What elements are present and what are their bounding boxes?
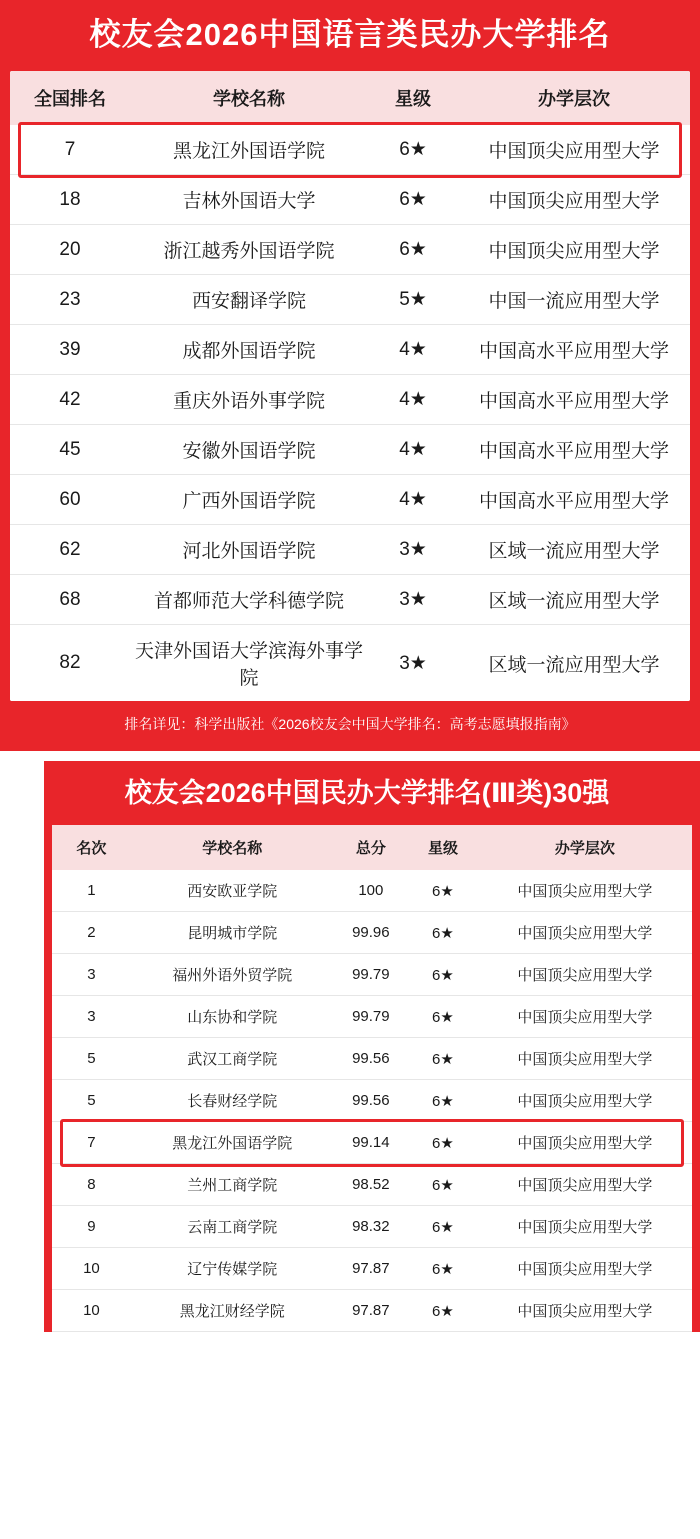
table-row [52,1290,692,1332]
cell-school-name: 黑龙江财经学院 [131,1290,334,1332]
cell-school-name: 昆明城市学院 [131,912,334,954]
cell-school-name: 吉林外国语大学 [130,175,368,225]
table-row [10,225,690,275]
cell-level: 区域一流应用型大学 [458,625,690,702]
cell-star-rating: 4★ [368,475,458,525]
card1-source-note: 排名详见：科学出版社《2026校友会中国大学排名：高考志愿填报指南》 [124,716,576,733]
column-header-rank: 名次 [52,825,131,870]
column-header-star: 星级 [408,825,478,870]
cell-score: 98.52 [334,1164,408,1206]
cell-star-rating: 6★ [408,1248,478,1290]
table-row [10,375,690,425]
cell-school-name: 黑龙江外国语学院 [130,125,368,175]
card2-table-container [52,825,692,1332]
card1-title: 校友会2026中国语言类民办大学排名 [89,17,611,52]
cell-level: 中国顶尖应用型大学 [458,225,690,275]
cell-rank: 68 [10,575,130,625]
cell-level: 中国顶尖应用型大学 [478,1122,692,1164]
cell-school-name: 山东协和学院 [131,996,334,1038]
cell-rank: 10 [52,1248,131,1290]
cell-school-name: 安徽外国语学院 [130,425,368,475]
table-row [52,1206,692,1248]
header-row [10,71,690,125]
cell-rank: 23 [10,275,130,325]
cell-rank: 7 [10,125,130,175]
cell-school-name: 首都师范大学科德学院 [130,575,368,625]
table-row [52,1080,692,1122]
cell-school-name: 武汉工商学院 [131,1038,334,1080]
cell-school-name: 长春财经学院 [131,1080,334,1122]
cell-star-rating: 6★ [368,225,458,275]
cell-rank: 62 [10,525,130,575]
table-row [10,175,690,225]
cell-rank: 8 [52,1164,131,1206]
table-row [52,1038,692,1080]
language-university-ranking-table [10,71,690,701]
cell-level: 区域一流应用型大学 [458,575,690,625]
table-row [10,625,690,702]
cell-school-name: 黑龙江外国语学院 [131,1122,334,1164]
cell-star-rating: 3★ [368,625,458,702]
cell-level: 中国顶尖应用型大学 [478,996,692,1038]
cell-level: 中国顶尖应用型大学 [458,175,690,225]
table-row [52,870,692,912]
cell-star-rating: 6★ [408,870,478,912]
table-row [52,1248,692,1290]
column-header-rank: 全国排名 [10,71,130,125]
cell-level: 区域一流应用型大学 [458,525,690,575]
cell-level: 中国顶尖应用型大学 [478,1164,692,1206]
table-row [52,1164,692,1206]
cell-rank: 3 [52,954,131,996]
cell-school-name: 成都外国语学院 [130,325,368,375]
cell-star-rating: 6★ [408,912,478,954]
cell-star-rating: 6★ [408,1080,478,1122]
cell-star-rating: 4★ [368,325,458,375]
table-body [10,125,690,701]
card1-table-container [10,71,690,701]
cell-score: 99.56 [334,1080,408,1122]
cell-school-name: 广西外国语学院 [130,475,368,525]
table-row [52,954,692,996]
cell-star-rating: 3★ [368,525,458,575]
cell-score: 100 [334,870,408,912]
table-row [10,125,690,175]
cell-level: 中国顶尖应用型大学 [458,125,690,175]
cell-level: 中国一流应用型大学 [458,275,690,325]
cell-score: 99.14 [334,1122,408,1164]
cell-level: 中国高水平应用型大学 [458,375,690,425]
cell-score: 99.96 [334,912,408,954]
cell-star-rating: 6★ [408,954,478,996]
column-header-level: 办学层次 [458,71,690,125]
table-row [10,325,690,375]
ranking-card-language-universities [0,0,700,751]
table-row [10,525,690,575]
cell-star-rating: 6★ [368,125,458,175]
cell-level: 中国顶尖应用型大学 [478,1038,692,1080]
card-divider [0,751,700,761]
cell-score: 99.79 [334,954,408,996]
cell-rank: 9 [52,1206,131,1248]
table-row [10,575,690,625]
cell-level: 中国高水平应用型大学 [458,425,690,475]
cell-school-name: 福州外语外贸学院 [131,954,334,996]
card2-title: 校友会2026中国民办大学排名(Ⅲ类)30强 [124,777,610,808]
cell-star-rating: 6★ [368,175,458,225]
cell-star-rating: 5★ [368,275,458,325]
column-header-name: 学校名称 [131,825,334,870]
cell-score: 98.32 [334,1206,408,1248]
table-body [52,870,692,1332]
left-margin-spacer [0,761,44,1332]
cell-school-name: 浙江越秀外国语学院 [130,225,368,275]
cell-star-rating: 6★ [408,996,478,1038]
column-header-level: 办学层次 [478,825,692,870]
cell-level: 中国顶尖应用型大学 [478,912,692,954]
table-row [52,912,692,954]
cell-star-rating: 6★ [408,1290,478,1332]
cell-school-name: 河北外国语学院 [130,525,368,575]
cell-rank: 2 [52,912,131,954]
cell-level: 中国顶尖应用型大学 [478,1080,692,1122]
cell-level: 中国顶尖应用型大学 [478,870,692,912]
cell-rank: 3 [52,996,131,1038]
cell-score: 97.87 [334,1248,408,1290]
cell-rank: 60 [10,475,130,525]
table-row [52,1122,692,1164]
cell-school-name: 西安翻译学院 [130,275,368,325]
ranking-card-private-universities-type3 [0,761,700,1332]
cell-school-name: 天津外国语大学滨海外事学院 [130,625,368,702]
cell-rank: 20 [10,225,130,275]
card2-shell [44,761,700,1332]
cell-star-rating: 6★ [408,1206,478,1248]
cell-rank: 10 [52,1290,131,1332]
cell-rank: 5 [52,1080,131,1122]
cell-level: 中国高水平应用型大学 [458,475,690,525]
cell-rank: 7 [52,1122,131,1164]
cell-star-rating: 3★ [368,575,458,625]
cell-rank: 42 [10,375,130,425]
cell-star-rating: 4★ [368,375,458,425]
cell-level: 中国顶尖应用型大学 [478,1290,692,1332]
cell-star-rating: 6★ [408,1164,478,1206]
cell-rank: 39 [10,325,130,375]
cell-star-rating: 6★ [408,1122,478,1164]
cell-level: 中国顶尖应用型大学 [478,1206,692,1248]
cell-score: 99.56 [334,1038,408,1080]
table-header [10,71,690,125]
table-row [10,475,690,525]
table-row [52,996,692,1038]
cell-school-name: 兰州工商学院 [131,1164,334,1206]
header-row [52,825,692,870]
cell-rank: 18 [10,175,130,225]
private-university-ranking-table [52,825,692,1332]
cell-school-name: 重庆外语外事学院 [130,375,368,425]
cell-rank: 45 [10,425,130,475]
column-header-name: 学校名称 [130,71,368,125]
column-header-star: 星级 [368,71,458,125]
column-header-score: 总分 [334,825,408,870]
table-row [10,425,690,475]
cell-level: 中国顶尖应用型大学 [478,1248,692,1290]
cell-rank: 5 [52,1038,131,1080]
cell-school-name: 辽宁传媒学院 [131,1248,334,1290]
table-header [52,825,692,870]
cell-star-rating: 4★ [368,425,458,475]
cell-rank: 82 [10,625,130,702]
cell-school-name: 云南工商学院 [131,1206,334,1248]
cell-star-rating: 6★ [408,1038,478,1080]
cell-score: 97.87 [334,1290,408,1332]
cell-school-name: 西安欧亚学院 [131,870,334,912]
cell-score: 99.79 [334,996,408,1038]
cell-rank: 1 [52,870,131,912]
table-row [10,275,690,325]
cell-level: 中国高水平应用型大学 [458,325,690,375]
cell-level: 中国顶尖应用型大学 [478,954,692,996]
